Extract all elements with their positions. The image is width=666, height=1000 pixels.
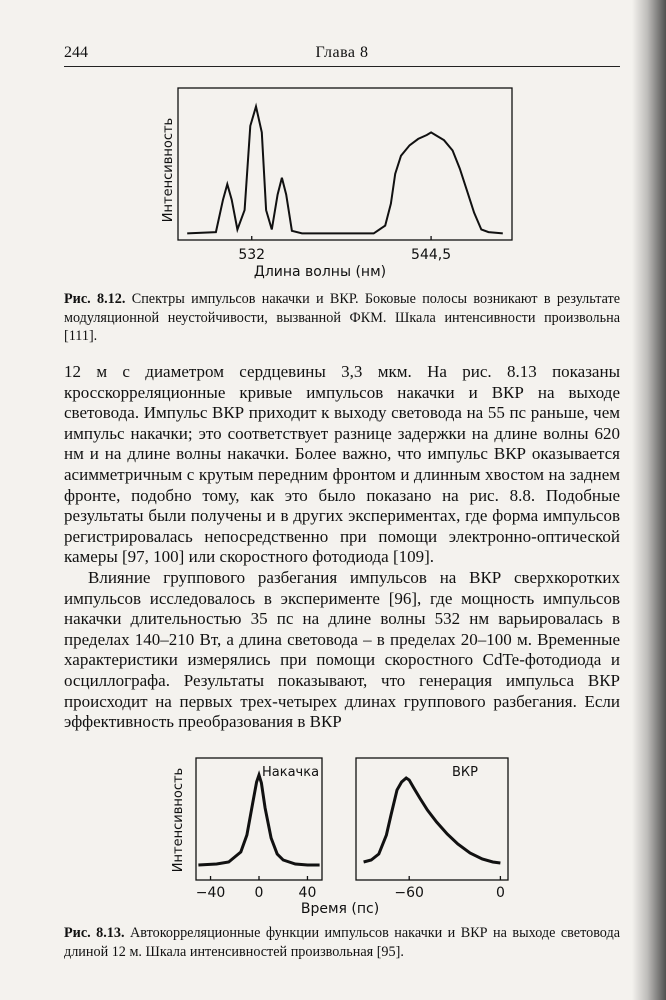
figure-8-13-srs bbox=[356, 758, 508, 901]
fig12-tick-label-544-5: 544,5 bbox=[411, 247, 452, 263]
body-text bbox=[64, 362, 620, 733]
figure-8-12-caption-text: Спектры импульсов накачки и ВКР. Боковые полосы возникают в результате модуляционной неустойчивости, вызванной ФКМ. Шкала интенсивности произвольна [111]. bbox=[64, 291, 620, 344]
fig13-srs-tick-label-neg60: −60 bbox=[394, 885, 424, 901]
fig12-tick-label-532: 532 bbox=[238, 247, 266, 263]
body-paragraph-2: Влияние группового разбегания импульсов на ВКР сверхкоротких импульсов исследовалось в эксперименте [96], где мощность импульсов накачки длительностью 35 пс на длине волны 532 нм варьировалась в пределах 140–210 Вт, а длина световода – в пределах 20–100 м. Временные характеристики измерялись при помощи скоростного CdTe-фотодиода и осциллографа. Результаты показывают, что генерация импульса ВКР происходит на первых трех-четырех длинах группового разбегания. Если эффективность преобразования в ВКР bbox=[64, 567, 620, 732]
body-paragraph-1: 12 м с диаметром сердцевины 3,3 мкм. На рис. 8.13 показаны кросскорреляционные кривые импульсов накачки и ВКР на выходе световода. Импульс ВКР приходит к выходу световода на 55 пс раньше, чем импульс накачки; это соответствует разнице задержки на длине волны 620 нм и на длине волны накачки. Более важно, что импульс ВКР оказывается асимметричным с крутым передним фронтом и длинным хвостом на заднем фронте, подобно тому, как это было показано на рис. 8.8. Подобные результаты были получены и в других экспериментах, где форма импульсов регистрировалась непосредственно при помощи электронно-оптической камеры [97, 100] или скоростного фотодиода [109]. bbox=[64, 362, 620, 567]
fig13-y-axis-label: Интенсивность bbox=[171, 767, 186, 873]
page-number: 244 bbox=[64, 44, 88, 61]
fig13-srs-series-label: ВКР bbox=[452, 765, 478, 780]
fig13-pump-tick-label-0: 0 bbox=[254, 885, 264, 901]
figure-8-13-caption-text: Автокорреляционные функции импульсов накачки и ВКР на выходе световода длиной 12 м. Шкала интенсивностей произвольная [95]. bbox=[64, 925, 620, 960]
fig13-pump-tick-label-neg40: −40 bbox=[195, 885, 226, 901]
fig12-spectrum-line bbox=[187, 107, 503, 234]
fig13-pump-series-label: Накачка bbox=[262, 765, 320, 780]
figure-8-13-pump bbox=[171, 758, 322, 901]
figure-8-13-caption-label: Рис. 8.13. bbox=[64, 925, 125, 941]
fig12-frame bbox=[178, 88, 512, 240]
figure-8-12-caption-label: Рис. 8.12. bbox=[64, 291, 126, 307]
fig12-y-axis-label: Интенсивность bbox=[161, 117, 176, 223]
fig13-srs-line bbox=[364, 778, 501, 863]
figure-8-12 bbox=[161, 88, 512, 280]
fig13-srs-frame bbox=[356, 758, 508, 880]
figure-8-13-caption bbox=[64, 924, 620, 961]
chapter-title: Глава 8 bbox=[315, 44, 369, 61]
fig13-x-axis-label: Время (пс) bbox=[300, 901, 380, 917]
fig13-pump-tick-label-40: 40 bbox=[298, 885, 317, 901]
fig12-x-axis-label: Длина волны (нм) bbox=[253, 264, 387, 280]
fig13-srs-tick-label-0: 0 bbox=[495, 885, 505, 901]
fig13-pump-line bbox=[198, 775, 319, 865]
figure-8-12-caption bbox=[64, 290, 620, 346]
